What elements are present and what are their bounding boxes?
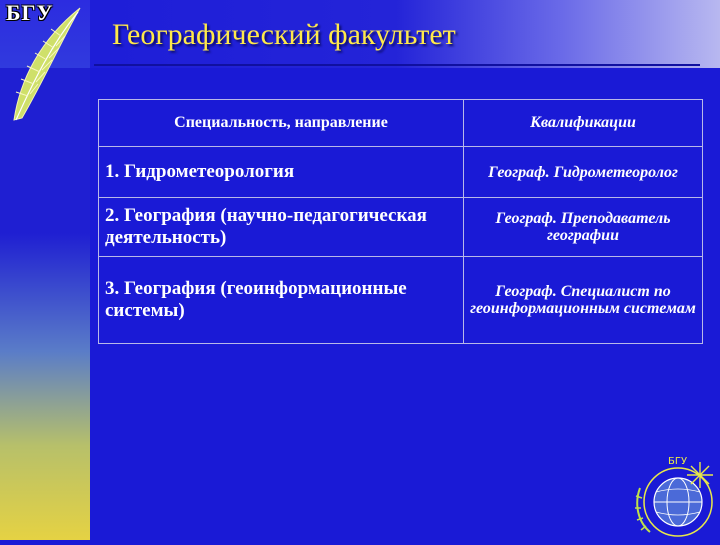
specialty-cell: 2. География (научно-педагогическая деятельность): [99, 198, 464, 257]
table-row: [99, 257, 703, 344]
column-header-specialty: Специальность, направление: [99, 100, 464, 147]
left-gradient-band: [0, 68, 90, 540]
table-row: [99, 147, 703, 198]
column-header-qualification: Квалификации: [464, 100, 703, 147]
specialty-cell: 3. География (геоинформационные системы): [99, 257, 464, 344]
title-underline: [94, 64, 700, 66]
globe-compass-emblem-icon: [628, 448, 720, 540]
qualification-cell: Географ. Гидрометеоролог: [464, 147, 703, 198]
specialty-cell: 1. Гидрометеорология: [99, 147, 464, 198]
logo: [0, 0, 90, 130]
table-row: [99, 198, 703, 257]
qualification-cell: Географ. Преподаватель географии: [464, 198, 703, 257]
emblem-text: БГУ: [668, 456, 688, 467]
feather-icon: [0, 0, 90, 130]
university-emblem: [628, 448, 720, 540]
page-title: Географический факультет: [112, 18, 456, 51]
qualification-cell: Географ. Специалист по геоинформационным системам: [464, 257, 703, 344]
table-header-row: [99, 100, 703, 147]
logo-text: БГУ: [6, 0, 54, 25]
specialties-table: [98, 99, 703, 344]
